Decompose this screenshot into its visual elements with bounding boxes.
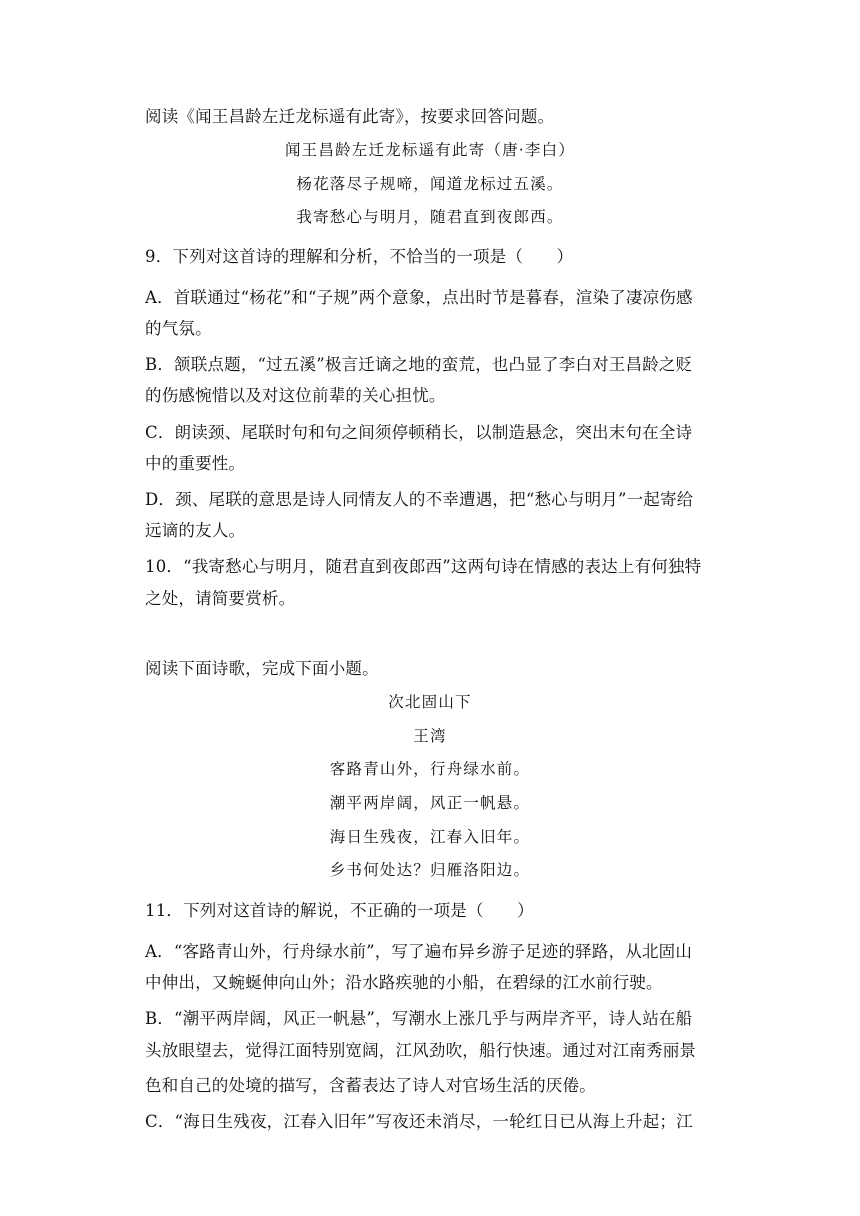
- question-9-option-b-cont: 的伤感惋惜以及对这位前辈的关心担忧。: [145, 386, 446, 405]
- question-9-option-a-cont: 的气氛。: [145, 319, 212, 338]
- poem-line: 杨花落尽子规啼，闻道龙标过五溪。: [296, 175, 564, 193]
- poem-line: 客路青山外，行舟绿水前。: [329, 760, 531, 778]
- poem-title-1: 闻王昌龄左迁龙标遥有此寄（唐·李白）: [284, 141, 576, 159]
- poem-line: 乡书何处达？归雁洛阳边。: [329, 861, 531, 879]
- poem-line: 我寄愁心与明月，随君直到夜郎西。: [296, 208, 564, 226]
- poem-title-2: 次北固山下: [388, 693, 472, 711]
- reading-intro-2: 阅读下面诗歌，完成下面小题。: [145, 659, 379, 678]
- question-11-option-b: B．“潮平两岸阔，风正一帆悬”，写潮水上涨几乎与两岸齐平，诗人站在船: [145, 1009, 693, 1028]
- question-11-option-b-cont: 头放眼望去，觉得江面特别宽阔，江风劲吹，船行快速。通过对江南秀丽景: [145, 1041, 697, 1060]
- question-11-option-a: A．“客路青山外，行舟绿水前”，写了遍布异乡游子足迹的驿路，从北固山: [145, 942, 693, 961]
- question-9-option-b: B．颔联点题，“过五溪”极言迁谪之地的蛮荒，也凸显了李白对王昌龄之贬: [145, 355, 693, 374]
- question-10: 10．“我寄愁心与明月，随君直到夜郎西”这两句诗在情感的表达上有何独特: [145, 557, 702, 576]
- question-9-option-c-cont: 中的重要性。: [145, 454, 246, 473]
- question-11-option-a-cont: 中伸出，又蜿蜒伸向山外；沿水路疾驰的小船，在碧绿的江水前行驶。: [145, 973, 663, 992]
- question-9-stem: 9．下列对这首诗的理解和分析，不恰当的一项是（ ）: [145, 247, 574, 266]
- question-11-option-b-cont: 色和自己的处境的描写，含蓄表达了诗人对官场生活的厌倦。: [145, 1076, 596, 1095]
- poem-author: 王湾: [413, 727, 447, 745]
- poem-line: 海日生残夜，江春入旧年。: [329, 828, 531, 846]
- question-9-option-a: A．首联通过“杨花”和“子规”两个意象，点出时节是暮春，渲染了凄凉伤感: [145, 288, 693, 307]
- question-9-option-d: D．颈、尾联的意思是诗人同情友人的不幸遭遇，把“愁心与明月”一起寄给: [145, 490, 694, 509]
- question-10-cont: 之处，请简要赏析。: [145, 589, 296, 608]
- question-11-stem: 11．下列对这首诗的解说，不正确的一项是（ ）: [145, 901, 534, 920]
- reading-intro-1: 阅读《闻王昌龄左迁龙标遥有此寄》，按要求回答问题。: [145, 107, 555, 126]
- question-11-option-c: C．“海日生残夜，江春入旧年”写夜还未消尽，一轮红日已从海上升起；江: [145, 1112, 693, 1131]
- poem-line: 潮平两岸阔，风正一帆悬。: [329, 794, 531, 812]
- question-9-option-c: C．朗读颈、尾联时句和句之间须停顿稍长，以制造悬念，突出末句在全诗: [145, 423, 693, 442]
- question-9-option-d-cont: 远谪的友人。: [145, 521, 246, 540]
